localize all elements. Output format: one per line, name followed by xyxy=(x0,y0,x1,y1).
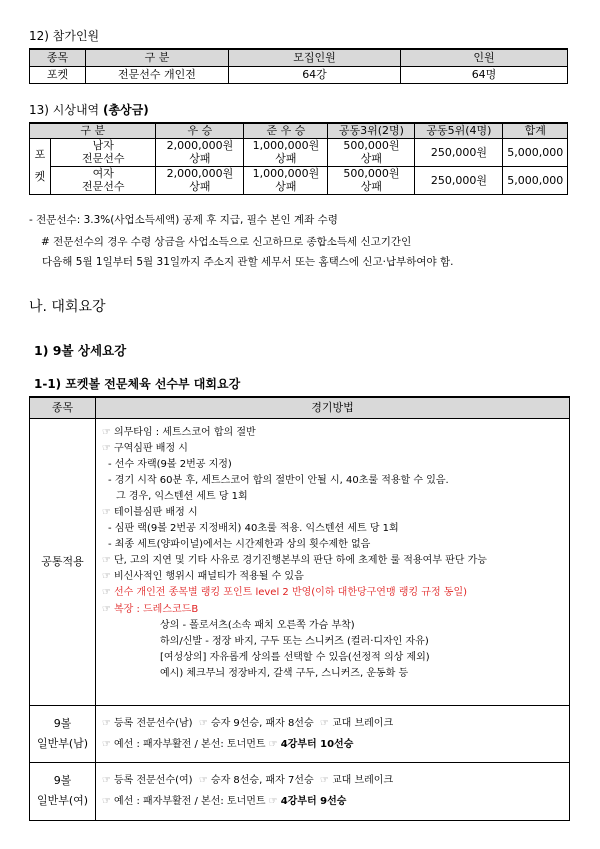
rule-text: 단, 고의 지연 및 기타 사유로 경기진행본부의 판단 하에 초제한 룰 적용여부 판단 가능 xyxy=(113,555,487,567)
prize-header-total: 합계 xyxy=(503,123,568,138)
hand-pointer-icon: ☞ xyxy=(102,555,111,567)
prize-cell-runnerup xyxy=(244,138,328,166)
plaque: 상패 xyxy=(360,152,383,165)
hand-pointer-icon: ☞ xyxy=(320,775,329,786)
rule-text: 의무타임 : 세트스코어 합의 절반 xyxy=(113,426,256,438)
women-label xyxy=(30,762,96,820)
rule-text: - 경기 시작 60분 후, 세트스코어 합의 절반이 안될 시, 40초룰 적용할 수 있음. xyxy=(108,474,449,486)
plaque: 상패 xyxy=(189,152,211,165)
section-na-title: 나. 대회요강 xyxy=(29,299,106,315)
prize-cell-third xyxy=(328,166,415,194)
participants-table xyxy=(29,48,568,84)
amount: 500,000원 xyxy=(343,167,400,180)
men-registration: 등록 전문선수(남) xyxy=(113,717,193,729)
prize-cell-winner xyxy=(156,166,244,194)
hand-pointer-icon: ☞ xyxy=(268,738,278,750)
women-finals: 4강부터 9선승 xyxy=(280,796,347,807)
plaque: 상패 xyxy=(189,180,211,193)
section-13-title-bold: (총상금) xyxy=(102,103,149,117)
hand-pointer-icon: ☞ xyxy=(102,796,111,807)
hand-pointer-icon: ☞ xyxy=(198,775,208,786)
prize-group-text: 포 켓 xyxy=(34,148,46,183)
men-rules-cell xyxy=(96,705,570,762)
women-break: 교대 브레이크 xyxy=(331,775,394,786)
prize-row-label xyxy=(51,166,156,194)
amount: 1,000,000원 xyxy=(252,139,320,152)
rule-text: 그 경우, 익스텐션 세트 당 1회 xyxy=(116,490,248,502)
common-rules-cell xyxy=(96,418,570,705)
hand-pointer-icon: ☞ xyxy=(320,717,329,729)
list-item xyxy=(102,791,569,812)
plaque: 상패 xyxy=(275,180,297,193)
label-line: 일반부(여) xyxy=(36,794,89,807)
prize-group-label xyxy=(30,138,51,194)
hand-pointer-icon: ☞ xyxy=(102,426,111,438)
prize-header-fifth: 공동5위(4명) xyxy=(415,123,503,138)
prize-cell-winner xyxy=(156,138,244,166)
common-label: 공통적용 xyxy=(30,418,96,705)
list-item xyxy=(102,585,569,601)
rules-header-method: 경기방법 xyxy=(96,397,570,418)
rule-text: 구역심판 배정 시 xyxy=(113,442,188,454)
rule-text: [여성상의] 자유롭게 상의를 선택할 수 있음(선정적 의상 제외) xyxy=(160,651,430,663)
label-line: 여자 xyxy=(92,167,114,180)
label-line: 남자 xyxy=(92,139,114,152)
men-break: 교대 브레이크 xyxy=(331,717,394,729)
cell-recruit: 64강 xyxy=(229,66,401,83)
hand-pointer-icon: ☞ xyxy=(102,775,111,786)
men-sets: 승자 9선승, 패자 8선승 xyxy=(210,717,314,729)
col-header-recruit: 모집인원 xyxy=(229,49,401,66)
section-1-1-title: 1-1) 포켓볼 전문체육 선수부 대회요강 xyxy=(34,377,241,391)
table-row xyxy=(30,166,568,194)
rules-table xyxy=(29,396,570,821)
prize-cell-fifth: 250,000원 xyxy=(415,138,503,166)
rule-text: 테이블심판 배정 시 xyxy=(113,506,198,518)
men-format: 예선 : 패자부활전 / 본선: 토너먼트 xyxy=(113,738,266,750)
label-line: 일반부(남) xyxy=(36,736,89,750)
amount: 2,000,000원 xyxy=(166,167,234,180)
amount: 500,000원 xyxy=(343,139,400,152)
rules-header-event: 종목 xyxy=(30,397,96,418)
label-line: 전문선수 xyxy=(81,180,125,193)
list-item xyxy=(102,666,569,682)
tax-note-1: - 전문선수: 3.3%(사업소득세액) 공제 후 지급, 필수 본인 계좌 수령 xyxy=(29,214,338,226)
rule-text: 복장 : 드레스코드B xyxy=(113,603,199,615)
plaque: 상패 xyxy=(360,180,383,193)
list-item xyxy=(102,602,569,618)
col-header-count: 인원 xyxy=(401,49,568,66)
label-line: 9볼 xyxy=(53,774,72,787)
list-item xyxy=(102,734,569,755)
rule-text: - 최종 세트(양파이널)에서는 시간제한과 상의 횟수제한 없음 xyxy=(108,539,371,551)
amount: 2,000,000원 xyxy=(166,139,234,152)
section-13-title xyxy=(29,101,149,118)
rule-text: 하의/신발 - 정장 바지, 구두 또는 스니커즈 (컬러·디자인 자유) xyxy=(160,635,429,647)
plaque: 상패 xyxy=(275,152,297,165)
prize-header-winner: 우 승 xyxy=(156,123,244,138)
prize-cell-total: 5,000,000 xyxy=(503,166,568,194)
hand-pointer-icon: ☞ xyxy=(102,442,111,454)
cell-count: 64명 xyxy=(401,66,568,83)
section-13-title-prefix: 13) 시상내역 xyxy=(29,103,103,117)
prize-cell-fifth: 250,000원 xyxy=(415,166,503,194)
hand-pointer-icon: ☞ xyxy=(102,571,111,583)
col-header-event: 종목 xyxy=(30,49,86,66)
list-item xyxy=(102,441,569,457)
women-rules-cell xyxy=(96,762,570,820)
hand-pointer-icon: ☞ xyxy=(102,506,111,518)
list-item xyxy=(102,473,569,489)
tax-note-3: 다음해 5월 1일부터 5월 31일까지 주소지 관할 세무서 또는 홈택스에 신고·납부하여야 함. xyxy=(42,256,454,268)
prize-header-third: 공동3위(2명) xyxy=(328,123,415,138)
rule-text: 상의 - 폴로셔츠(소속 패치 오른쪽 가슴 부착) xyxy=(160,619,355,631)
amount: 1,000,000원 xyxy=(252,167,320,180)
women-sets: 승자 8선승, 패자 7선승 xyxy=(210,775,314,786)
list-item xyxy=(102,505,569,521)
common-rules-list xyxy=(102,425,569,683)
label-line: 9볼 xyxy=(53,716,72,730)
hand-pointer-icon: ☞ xyxy=(198,717,208,729)
list-item xyxy=(102,618,569,634)
cell-category: 전문선수 개인전 xyxy=(86,66,229,83)
cell-event: 포켓 xyxy=(30,66,86,83)
prize-header-category: 구 분 xyxy=(30,123,156,138)
hand-pointer-icon: ☞ xyxy=(268,796,278,807)
table-row xyxy=(30,138,568,166)
hand-pointer-icon: ☞ xyxy=(102,603,111,615)
section-1-title: 1) 9볼 상세요강 xyxy=(34,343,127,358)
hand-pointer-icon: ☞ xyxy=(102,587,111,599)
prize-row-label xyxy=(51,138,156,166)
list-item xyxy=(102,713,569,734)
section-12-title: 12) 참가인원 xyxy=(29,29,100,43)
rule-text: 예시) 체크무늬 정장바지, 갈색 구두, 스니커즈, 운동화 등 xyxy=(160,667,409,679)
list-item xyxy=(102,553,569,569)
hand-pointer-icon: ☞ xyxy=(102,738,111,750)
rule-text: 선수 개인전 종목별 랭킹 포인트 level 2 반영(이하 대한당구연맹 랭킹 규정 동일) xyxy=(113,587,468,599)
men-finals: 4강부터 10선승 xyxy=(280,738,354,750)
col-header-category: 구 분 xyxy=(86,49,229,66)
list-item xyxy=(102,489,569,505)
list-item xyxy=(102,650,569,666)
rule-text: - 심판 랙(9볼 2번공 지정배치) 40초룰 적용. 익스텐션 세트 당 1회 xyxy=(108,523,399,535)
prize-cell-runnerup xyxy=(244,166,328,194)
label-line: 전문선수 xyxy=(81,152,125,165)
prize-header-runnerup: 준 우 승 xyxy=(244,123,328,138)
list-item xyxy=(102,521,569,537)
list-item xyxy=(102,537,569,553)
list-item xyxy=(102,457,569,473)
prize-table xyxy=(29,122,568,195)
women-registration: 등록 전문선수(여) xyxy=(113,775,193,786)
rule-text: 비신사적인 행위시 패널티가 적용될 수 있음 xyxy=(113,571,304,583)
list-item xyxy=(102,634,569,650)
women-format: 예선 : 패자부활전 / 본선: 토너먼트 xyxy=(113,796,266,807)
list-item xyxy=(102,425,569,441)
tax-note-2: # 전문선수의 경우 수령 상금을 사업소득으로 신고하므로 종합소득세 신고기간인 xyxy=(41,236,412,248)
list-item xyxy=(102,569,569,585)
hand-pointer-icon: ☞ xyxy=(102,717,111,729)
list-item xyxy=(102,770,569,791)
rule-text: - 선수 자랙(9볼 2번공 지정) xyxy=(108,458,232,470)
prize-cell-third xyxy=(328,138,415,166)
prize-cell-total: 5,000,000 xyxy=(503,138,568,166)
men-label xyxy=(30,705,96,762)
